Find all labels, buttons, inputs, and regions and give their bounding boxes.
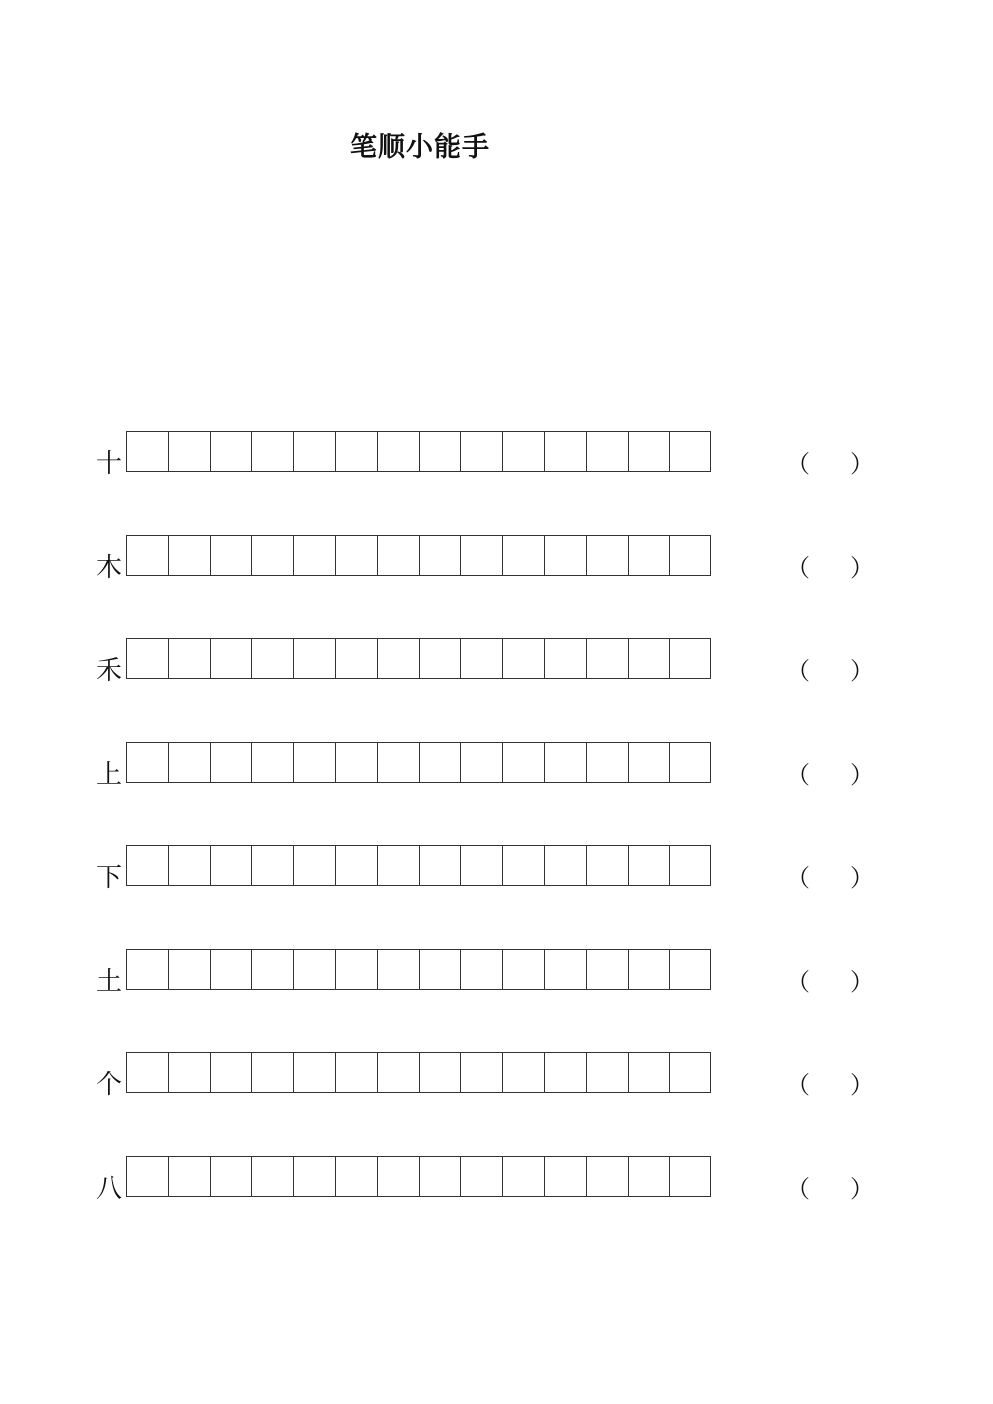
- writing-cell[interactable]: [419, 950, 461, 989]
- answer-paren-open: （: [786, 657, 810, 685]
- writing-cell[interactable]: [377, 1157, 419, 1196]
- writing-cell[interactable]: [544, 950, 586, 989]
- answer-paren-close: ）: [850, 450, 874, 478]
- writing-grid: [126, 845, 711, 886]
- writing-cell[interactable]: [419, 743, 461, 782]
- writing-cell[interactable]: [251, 432, 293, 471]
- answer-paren-close: ）: [850, 1071, 874, 1099]
- writing-cell[interactable]: [210, 432, 252, 471]
- writing-cell[interactable]: [628, 639, 670, 678]
- writing-cell[interactable]: [628, 536, 670, 575]
- writing-cell[interactable]: [210, 743, 252, 782]
- writing-cell[interactable]: [544, 1053, 586, 1092]
- writing-cell[interactable]: [419, 846, 461, 885]
- writing-cell[interactable]: [502, 1157, 544, 1196]
- writing-cell[interactable]: [168, 432, 210, 471]
- writing-cell[interactable]: [377, 536, 419, 575]
- target-character: 土: [96, 966, 123, 997]
- writing-cell[interactable]: [544, 1157, 586, 1196]
- writing-cell[interactable]: [460, 536, 502, 575]
- answer-paren-close: ）: [850, 553, 874, 582]
- writing-cell[interactable]: [628, 743, 670, 782]
- writing-cell[interactable]: [335, 950, 377, 989]
- writing-cell[interactable]: [669, 846, 711, 885]
- writing-cell[interactable]: [210, 1157, 252, 1196]
- writing-cell[interactable]: [126, 743, 168, 782]
- writing-cell[interactable]: [544, 536, 586, 575]
- writing-cell[interactable]: [419, 1053, 461, 1092]
- writing-cell[interactable]: [669, 1157, 711, 1196]
- writing-grid: [126, 1156, 711, 1197]
- writing-cell[interactable]: [419, 536, 461, 575]
- writing-cell[interactable]: [502, 1053, 544, 1092]
- writing-grid: [126, 535, 711, 576]
- target-character: 八: [96, 1173, 123, 1204]
- answer-paren-close: ）: [850, 760, 874, 789]
- stroke-order-row: [0, 1052, 993, 1112]
- target-character: 下: [96, 863, 123, 893]
- writing-cell[interactable]: [293, 432, 335, 471]
- writing-cell[interactable]: [628, 432, 670, 471]
- writing-cell[interactable]: [293, 639, 335, 678]
- writing-cell[interactable]: [335, 639, 377, 678]
- stroke-order-row: [0, 949, 993, 1009]
- writing-cell[interactable]: [586, 950, 628, 989]
- writing-cell[interactable]: [502, 950, 544, 989]
- writing-cell[interactable]: [460, 432, 502, 471]
- writing-cell[interactable]: [335, 743, 377, 782]
- writing-cell[interactable]: [251, 1157, 293, 1196]
- writing-cell[interactable]: [168, 846, 210, 885]
- writing-cell[interactable]: [168, 639, 210, 678]
- target-character: 上: [96, 759, 123, 790]
- answer-paren-close: ）: [850, 1174, 874, 1203]
- answer-paren-open: （: [786, 1071, 810, 1099]
- writing-cell[interactable]: [293, 846, 335, 885]
- writing-cell[interactable]: [669, 639, 711, 678]
- writing-cell[interactable]: [377, 743, 419, 782]
- writing-cell[interactable]: [460, 1157, 502, 1196]
- writing-cell[interactable]: [502, 536, 544, 575]
- writing-cell[interactable]: [544, 846, 586, 885]
- target-character: 禾: [96, 656, 123, 686]
- target-character: 十: [96, 449, 123, 479]
- writing-cell[interactable]: [210, 1053, 252, 1092]
- answer-paren-open: （: [786, 760, 810, 789]
- stroke-order-row: [0, 742, 993, 802]
- writing-cell[interactable]: [586, 639, 628, 678]
- stroke-order-row: [0, 845, 993, 905]
- writing-cell[interactable]: [460, 846, 502, 885]
- answer-paren-close: ）: [850, 967, 874, 996]
- writing-grid: [126, 638, 711, 679]
- writing-cell[interactable]: [335, 1053, 377, 1092]
- writing-cell[interactable]: [126, 536, 168, 575]
- writing-cell[interactable]: [168, 1157, 210, 1196]
- writing-cell[interactable]: [460, 950, 502, 989]
- answer-paren-open: （: [786, 864, 810, 892]
- writing-grid: [126, 742, 711, 783]
- writing-cell[interactable]: [251, 846, 293, 885]
- writing-cell[interactable]: [293, 743, 335, 782]
- writing-cell[interactable]: [502, 432, 544, 471]
- writing-cell[interactable]: [210, 639, 252, 678]
- writing-cell[interactable]: [293, 1157, 335, 1196]
- writing-cell[interactable]: [460, 1053, 502, 1092]
- writing-cell[interactable]: [544, 639, 586, 678]
- writing-cell[interactable]: [460, 639, 502, 678]
- writing-cell[interactable]: [377, 639, 419, 678]
- writing-cell[interactable]: [335, 846, 377, 885]
- writing-cell[interactable]: [126, 846, 168, 885]
- answer-paren-open: （: [786, 1174, 810, 1203]
- writing-cell[interactable]: [210, 846, 252, 885]
- worksheet-title: 笔顺小能手: [350, 132, 490, 163]
- writing-cell[interactable]: [251, 743, 293, 782]
- writing-cell[interactable]: [377, 1053, 419, 1092]
- writing-cell[interactable]: [251, 536, 293, 575]
- writing-cell[interactable]: [419, 432, 461, 471]
- answer-paren-close: ）: [850, 657, 874, 685]
- writing-cell[interactable]: [586, 536, 628, 575]
- writing-cell[interactable]: [460, 743, 502, 782]
- writing-cell[interactable]: [586, 1157, 628, 1196]
- writing-cell[interactable]: [377, 846, 419, 885]
- writing-cell[interactable]: [210, 950, 252, 989]
- writing-cell[interactable]: [210, 536, 252, 575]
- target-character: 个: [96, 1070, 123, 1100]
- writing-cell[interactable]: [669, 536, 711, 575]
- writing-cell[interactable]: [502, 743, 544, 782]
- writing-cell[interactable]: [168, 536, 210, 575]
- writing-cell[interactable]: [293, 950, 335, 989]
- writing-cell[interactable]: [502, 639, 544, 678]
- writing-cell[interactable]: [377, 950, 419, 989]
- stroke-order-row: [0, 1156, 993, 1216]
- writing-cell[interactable]: [669, 950, 711, 989]
- writing-cell[interactable]: [586, 846, 628, 885]
- writing-cell[interactable]: [586, 432, 628, 471]
- writing-grid: [126, 1052, 711, 1093]
- writing-cell[interactable]: [628, 1053, 670, 1092]
- writing-cell[interactable]: [168, 743, 210, 782]
- answer-paren-open: （: [786, 450, 810, 478]
- writing-cell[interactable]: [126, 1053, 168, 1092]
- writing-cell[interactable]: [168, 1053, 210, 1092]
- writing-cell[interactable]: [126, 432, 168, 471]
- writing-cell[interactable]: [251, 1053, 293, 1092]
- target-character: 木: [96, 552, 123, 583]
- writing-cell[interactable]: [335, 536, 377, 575]
- writing-cell[interactable]: [251, 639, 293, 678]
- writing-cell[interactable]: [586, 743, 628, 782]
- answer-paren-open: （: [786, 553, 810, 582]
- writing-cell[interactable]: [377, 432, 419, 471]
- writing-cell[interactable]: [544, 743, 586, 782]
- stroke-order-row: [0, 638, 993, 698]
- writing-grid: [126, 431, 711, 472]
- writing-cell[interactable]: [628, 1157, 670, 1196]
- writing-cell[interactable]: [544, 432, 586, 471]
- stroke-order-row: [0, 535, 993, 595]
- writing-cell[interactable]: [335, 432, 377, 471]
- writing-cell[interactable]: [669, 743, 711, 782]
- writing-cell[interactable]: [293, 536, 335, 575]
- writing-cell[interactable]: [502, 846, 544, 885]
- answer-paren-close: ）: [850, 864, 874, 892]
- writing-cell[interactable]: [126, 950, 168, 989]
- writing-cell[interactable]: [335, 1157, 377, 1196]
- writing-cell[interactable]: [586, 1053, 628, 1092]
- writing-cell[interactable]: [669, 432, 711, 471]
- writing-grid: [126, 949, 711, 990]
- writing-cell[interactable]: [669, 1053, 711, 1092]
- stroke-order-row: [0, 431, 993, 491]
- writing-cell[interactable]: [126, 639, 168, 678]
- writing-cell[interactable]: [628, 950, 670, 989]
- writing-cell[interactable]: [419, 1157, 461, 1196]
- writing-cell[interactable]: [293, 1053, 335, 1092]
- writing-cell[interactable]: [168, 950, 210, 989]
- answer-paren-open: （: [786, 967, 810, 996]
- writing-cell[interactable]: [419, 639, 461, 678]
- writing-cell[interactable]: [251, 950, 293, 989]
- writing-cell[interactable]: [126, 1157, 168, 1196]
- writing-cell[interactable]: [628, 846, 670, 885]
